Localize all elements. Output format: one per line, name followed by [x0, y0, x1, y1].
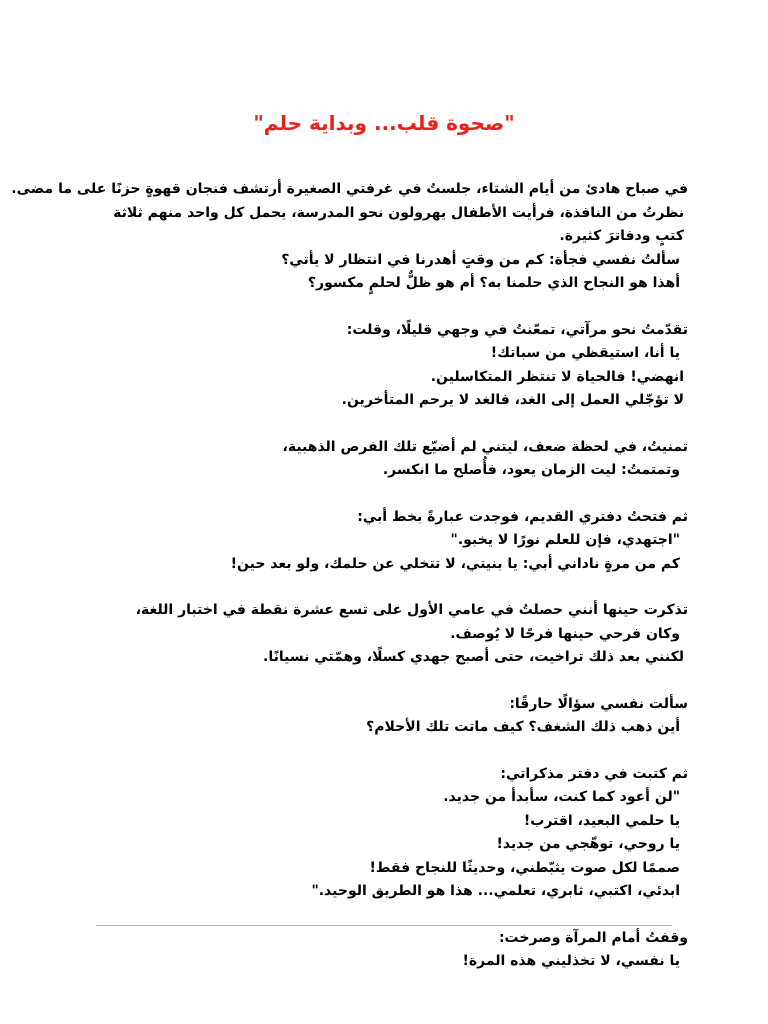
paragraph-5: [88, 599, 688, 670]
text-line: في صباح هادئ من أيام الشتاء، جلستُ في غرفتي الصغيرة أرتشف فنجان قهوةٍ حزنًا على ما مضى.: [11, 181, 688, 197]
text-line: ابدئي، اكتبي، ثابري، تعلمي... هذا هو الطريق الوحيد.": [311, 883, 680, 899]
text-line: تذكرت حينها أنني حصلتُ في عامي الأول على تسع عشرة نقطة في اختبار اللغة،: [135, 602, 688, 618]
text-line: سألتُ نفسي فجأة: كم من وقتٍ أهدرنا في انتظار لا يأتي؟: [281, 251, 680, 268]
paragraph-7: [88, 763, 688, 904]
paragraph-1: [11, 178, 688, 296]
text-line: تقدّمتُ نحو مرآتي، تمعّنتُ في وجهي قليلًا، وقلت:: [346, 321, 688, 338]
paragraph-6: [88, 693, 688, 740]
document-title: "صحوة قلب... وبداية حلم": [253, 111, 515, 135]
text-line: يا نفسي، لا تخذليني هذه المرة!: [462, 953, 680, 969]
document-body: [11, 178, 688, 997]
paragraph-8: [88, 927, 688, 974]
text-line: يا حلمي البعيد، اقترب!: [523, 812, 680, 829]
text-line: لكنني بعد ذلك تراخيت، حتى أصبح جهدي كسلًا، وهمّتي نسيانًا.: [263, 649, 684, 665]
text-line: يا أنا، استيقظي من سباتك!: [490, 345, 680, 361]
text-line: سألت نفسي سؤالًا حارقًا:: [509, 695, 688, 712]
text-line: يا روحي، توهّجي من جديد!: [496, 836, 680, 852]
text-line: وكان فرحي حينها فرحًا لا يُوصف.: [450, 625, 680, 642]
text-line: نظرتُ من النافذة، فرأيت الأطفال يهرولون نحو المدرسة، يحمل كل واحد منهم ثلاثة كتبٍ ودفاترَ كثيرة.: [113, 204, 684, 244]
text-line: لا تؤجّلي العمل إلى الغد، فالغد لا يرحم المتأخرين.: [341, 392, 684, 408]
text-line: وقفتُ أمام المرآة وصرخت:: [498, 929, 688, 946]
paragraph-4: [88, 506, 688, 577]
text-line: ثم كتبت في دفتر مذكراتي:: [500, 765, 688, 782]
text-line: أين ذهب ذلك الشغف؟ كيف ماتت تلك الأحلام؟: [366, 719, 680, 735]
text-line: "اجتهدي، فإن للعلم نورًا لا يخبو.": [450, 532, 680, 548]
text-line: أهذا هو النجاح الذي حلمنا به؟ أم هو ظلٌّ لحلمٍ مكسور؟: [307, 275, 680, 291]
paragraph-2: [88, 319, 688, 413]
text-line: ثم فتحتُ دفتري القديم، فوجدت عبارةً بخط أبي:: [357, 508, 688, 525]
text-line: وتمتمتُ: ليت الزمان يعود، فأُصلح ما انكسر.: [382, 462, 680, 478]
text-line: "لن أعود كما كنت، سأبدأ من جديد.: [443, 789, 680, 805]
text-line: انهضي! فالحياة لا تنتظر المتكاسلين.: [430, 368, 684, 385]
text-line: تمنيتُ، في لحظة ضعف، ليتني لم أضيّع تلك الفرص الذهبية،: [282, 438, 688, 455]
paragraph-3: [88, 436, 688, 483]
text-line: صممًا لكل صوت يثبّطني، وحديثًا للنجاح فقط!: [369, 859, 680, 876]
footer-divider: [96, 925, 672, 926]
text-line: كم من مرةٍ ناداني أبي: يا بنيتي، لا تتخلي عن حلمك، ولو بعد حين!: [230, 555, 680, 572]
